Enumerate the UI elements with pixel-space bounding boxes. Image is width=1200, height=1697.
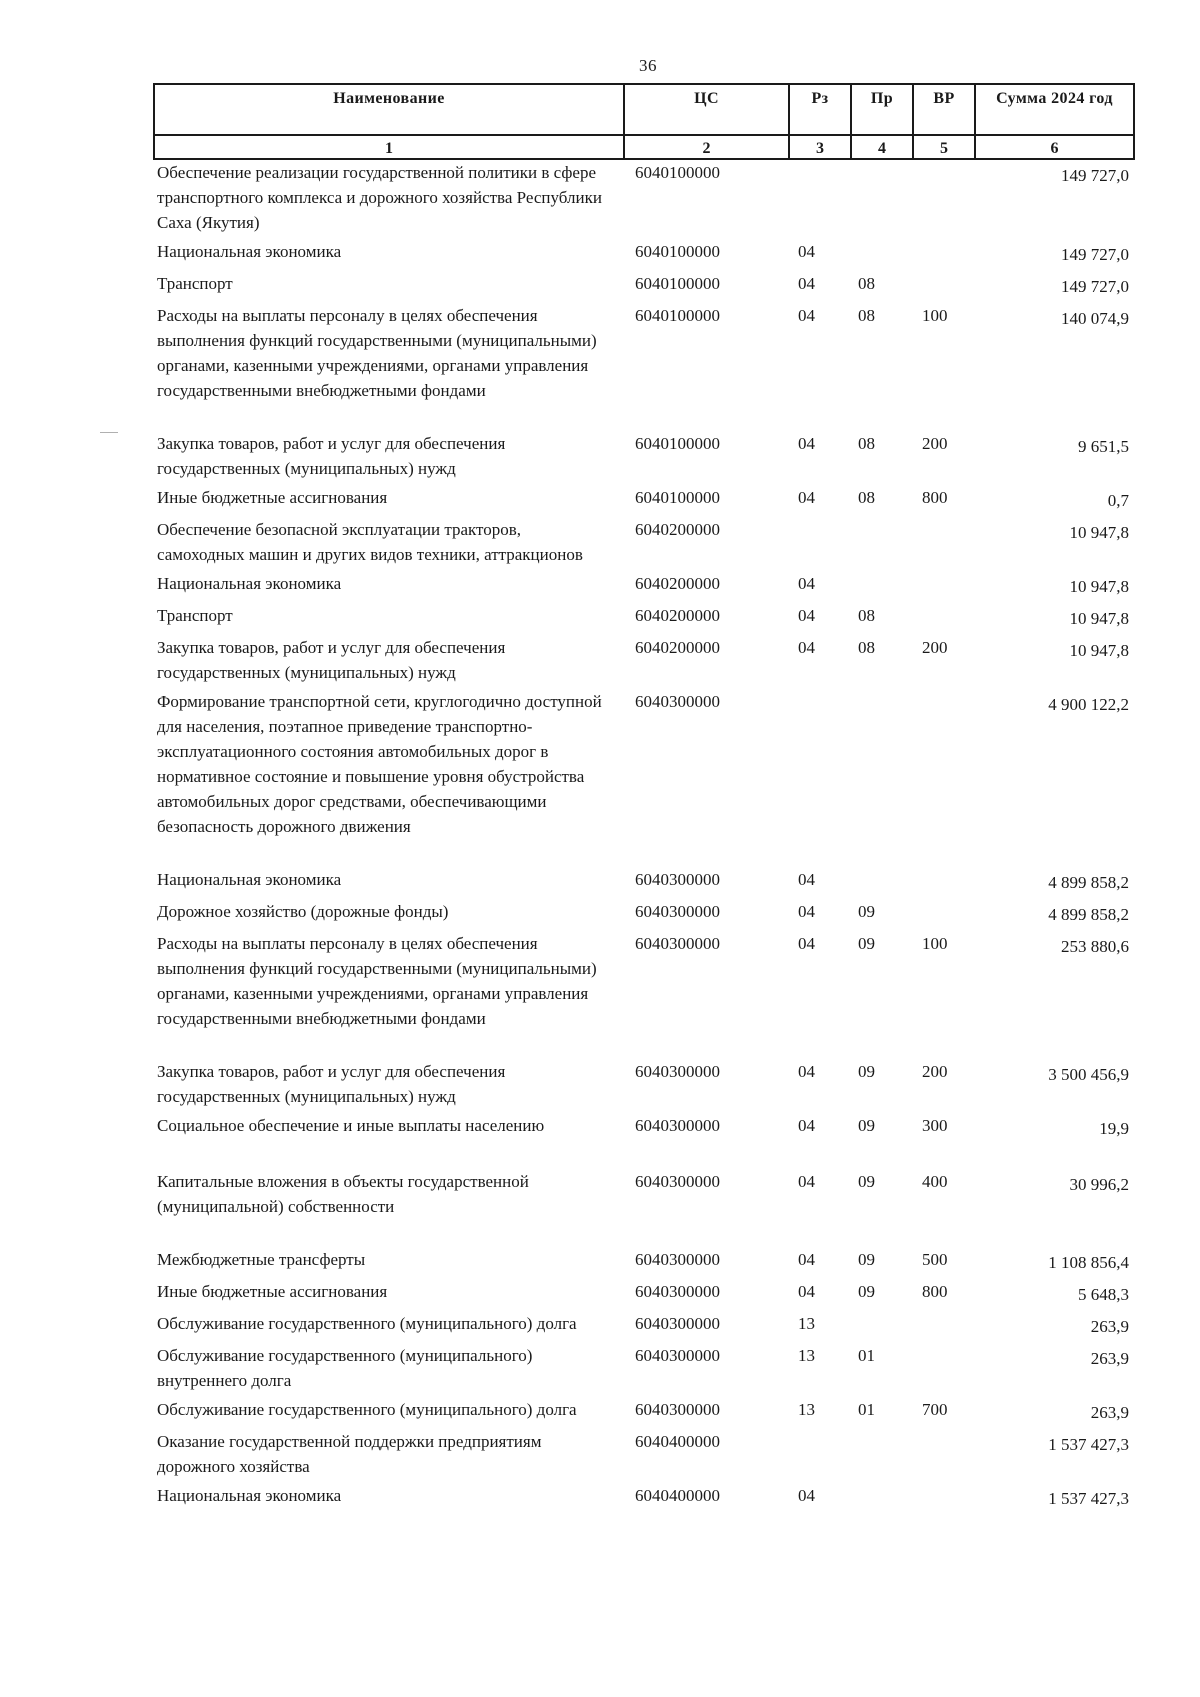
row-pr [850, 1311, 912, 1339]
row-sum: 4 899 858,2 [1048, 873, 1129, 892]
row-cs: 6040100000 [635, 163, 720, 182]
header-pr: Пр [851, 84, 913, 135]
row-name: Национальная экономика [157, 242, 342, 261]
row-vr [912, 689, 974, 839]
row-pr [850, 517, 912, 567]
row-cs: 6040300000 [635, 870, 720, 889]
row-cs: 6040200000 [635, 574, 720, 593]
row-pr [850, 1483, 912, 1511]
row-cs: 6040300000 [635, 1062, 720, 1081]
row-rz [788, 160, 850, 235]
header-num-4: 4 [851, 135, 913, 159]
row-vr: 300 [922, 1116, 948, 1135]
header-num-2: 2 [624, 135, 789, 159]
row-vr [912, 1343, 974, 1393]
row-cs: 6040200000 [635, 638, 720, 657]
row-name: Расходы на выплаты персоналу в целях обеспечения выполнения функций государственными (муниципальными) органами, казенными учреждениями, органами управления государственными внебюджетными фондами [157, 934, 597, 1028]
row-sum: 1 537 427,3 [1048, 1435, 1129, 1454]
table-row [153, 635, 1133, 689]
row-name: Социальное обеспечение и иные выплаты населению [157, 1116, 545, 1135]
row-name: Национальная экономика [157, 1486, 342, 1505]
table-row [153, 485, 1133, 517]
row-name: Закупка товаров, работ и услуг для обеспечения государственных (муниципальных) нужд [157, 434, 506, 478]
row-sum: 263,9 [1090, 1403, 1129, 1422]
row-cs: 6040300000 [635, 1400, 720, 1419]
row-sum: 10 947,8 [1069, 641, 1129, 660]
row-sum: 4 899 858,2 [1048, 905, 1129, 924]
table-row [153, 867, 1133, 899]
row-vr: 500 [922, 1250, 948, 1269]
row-rz: 04 [798, 274, 815, 293]
header-num-3: 3 [789, 135, 851, 159]
row-rz: 13 [798, 1346, 815, 1365]
table-row [153, 931, 1133, 1059]
row-rz: 04 [798, 488, 815, 507]
row-rz: 04 [798, 1282, 815, 1301]
row-rz: 04 [798, 1486, 815, 1505]
row-name: Национальная экономика [157, 870, 342, 889]
row-rz: 04 [798, 902, 815, 921]
table-row [153, 303, 1133, 431]
row-cs: 6040300000 [635, 1346, 720, 1365]
row-rz: 04 [798, 242, 815, 261]
row-cs: 6040300000 [635, 1282, 720, 1301]
row-vr [912, 899, 974, 927]
table-row [153, 1483, 1133, 1515]
row-sum: 10 947,8 [1069, 577, 1129, 596]
row-rz: 04 [798, 1116, 815, 1135]
row-pr [850, 239, 912, 267]
row-sum: 1 537 427,3 [1048, 1489, 1129, 1508]
table-row [153, 517, 1133, 571]
row-sum: 253 880,6 [1061, 937, 1129, 956]
row-pr: 08 [858, 638, 875, 657]
row-cs: 6040100000 [635, 242, 720, 261]
header-rz: Рз [789, 84, 851, 135]
row-pr: 09 [858, 1250, 875, 1269]
row-rz [788, 689, 850, 839]
header-sum: Сумма 2024 год [975, 84, 1134, 135]
row-sum: 1 108 856,4 [1048, 1253, 1129, 1272]
row-rz: 04 [798, 606, 815, 625]
row-vr [912, 1429, 974, 1479]
row-cs: 6040400000 [635, 1432, 720, 1451]
row-vr: 200 [922, 434, 948, 453]
table-row [153, 1059, 1133, 1113]
row-name: Закупка товаров, работ и услуг для обеспечения государственных (муниципальных) нужд [157, 638, 506, 682]
row-cs: 6040300000 [635, 1172, 720, 1191]
row-name: Обслуживание государственного (муниципального) внутреннего долга [157, 1346, 533, 1390]
row-cs: 6040200000 [635, 606, 720, 625]
header-cs: ЦС [624, 84, 789, 135]
row-pr: 01 [858, 1346, 875, 1365]
row-cs: 6040100000 [635, 434, 720, 453]
row-pr: 09 [858, 902, 875, 921]
header-num-5: 5 [913, 135, 975, 159]
row-vr [912, 571, 974, 599]
table-row [153, 689, 1133, 867]
row-sum: 149 727,0 [1061, 245, 1129, 264]
row-sum: 10 947,8 [1069, 523, 1129, 542]
row-rz: 04 [798, 934, 815, 953]
row-cs: 6040100000 [635, 306, 720, 325]
header-titles-row [154, 84, 1134, 135]
row-name: Расходы на выплаты персоналу в целях обеспечения выполнения функций государственными (муниципальными) органами, казенными учреждениями, органами управления государственными внебюджетными фондами [157, 306, 597, 400]
row-vr [912, 517, 974, 567]
row-pr: 08 [858, 306, 875, 325]
row-sum: 263,9 [1090, 1317, 1129, 1336]
row-vr [912, 271, 974, 299]
row-cs: 6040100000 [635, 488, 720, 507]
header-num-1: 1 [154, 135, 624, 159]
row-name: Обслуживание государственного (муниципального) долга [157, 1314, 577, 1333]
table-row [153, 239, 1133, 271]
table-row [153, 1247, 1133, 1279]
row-vr [912, 1311, 974, 1339]
row-name: Оказание государственной поддержки предприятиям дорожного хозяйства [157, 1432, 542, 1476]
table-row [153, 571, 1133, 603]
row-sum: 10 947,8 [1069, 609, 1129, 628]
row-name: Национальная экономика [157, 574, 342, 593]
row-vr: 400 [922, 1172, 948, 1191]
table-row [153, 160, 1133, 239]
row-rz: 04 [798, 1172, 815, 1191]
table-row [153, 271, 1133, 303]
row-rz [788, 517, 850, 567]
row-vr: 800 [922, 1282, 948, 1301]
row-pr [850, 1429, 912, 1479]
row-vr: 100 [922, 306, 948, 325]
table-row [153, 1169, 1133, 1247]
row-rz: 04 [798, 1062, 815, 1081]
row-pr: 08 [858, 274, 875, 293]
row-name: Формирование транспортной сети, круглогодично доступной для населения, поэтапное приведение транспортно-эксплуатационного состояния автомобильных дорог в нормативное состояние и повышение уровня обустройства автомобильных дорог средствами, обеспечивающими безопасность дорожного движения [157, 692, 602, 836]
row-pr: 09 [858, 1062, 875, 1081]
row-sum: 3 500 456,9 [1048, 1065, 1129, 1084]
row-cs: 6040300000 [635, 902, 720, 921]
row-rz [788, 1429, 850, 1479]
row-rz: 04 [798, 638, 815, 657]
row-pr [850, 867, 912, 895]
row-sum: 30 996,2 [1069, 1175, 1129, 1194]
row-name: Иные бюджетные ассигнования [157, 488, 388, 507]
row-rz: 04 [798, 1250, 815, 1269]
row-rz: 04 [798, 574, 815, 593]
row-vr: 800 [922, 488, 948, 507]
row-pr: 09 [858, 1172, 875, 1191]
table-row [153, 1429, 1133, 1483]
row-rz: 04 [798, 434, 815, 453]
row-name: Закупка товаров, работ и услуг для обеспечения государственных (муниципальных) нужд [157, 1062, 506, 1106]
table-row [153, 1279, 1133, 1311]
header-numbers-row [154, 135, 1134, 159]
row-name: Межбюджетные трансферты [157, 1250, 366, 1269]
row-name: Иные бюджетные ассигнования [157, 1282, 388, 1301]
row-vr: 700 [922, 1400, 948, 1419]
row-cs: 6040300000 [635, 692, 720, 711]
row-sum: 149 727,0 [1061, 166, 1129, 185]
row-cs: 6040400000 [635, 1486, 720, 1505]
table-header [153, 83, 1135, 160]
row-pr: 08 [858, 434, 875, 453]
row-cs: 6040300000 [635, 1314, 720, 1333]
row-pr: 09 [858, 934, 875, 953]
row-pr [850, 571, 912, 599]
row-name: Транспорт [157, 274, 233, 293]
row-cs: 6040200000 [635, 520, 720, 539]
table-row [153, 1343, 1133, 1397]
row-cs: 6040300000 [635, 934, 720, 953]
row-vr: 200 [922, 638, 948, 657]
table-row [153, 431, 1133, 485]
row-rz: 04 [798, 306, 815, 325]
row-name: Обеспечение реализации государственной политики в сфере транспортного комплекса и дорожного хозяйства Республики Саха (Якутия) [157, 163, 602, 232]
row-sum: 263,9 [1090, 1349, 1129, 1368]
page-number: 36 [639, 56, 657, 75]
row-name: Капитальные вложения в объекты государственной (муниципальной) собственности [157, 1172, 529, 1216]
table-row [153, 1397, 1133, 1429]
row-sum: 149 727,0 [1061, 277, 1129, 296]
row-sum: 4 900 122,2 [1048, 695, 1129, 714]
row-cs: 6040100000 [635, 274, 720, 293]
table-row [153, 1311, 1133, 1343]
row-rz: 13 [798, 1314, 815, 1333]
row-vr [912, 160, 974, 235]
row-pr [850, 689, 912, 839]
row-sum: 19,9 [1099, 1119, 1129, 1138]
row-sum: 0,7 [1107, 491, 1129, 510]
row-pr: 08 [858, 606, 875, 625]
header-vr: ВР [913, 84, 975, 135]
row-vr: 100 [922, 934, 948, 953]
row-pr: 08 [858, 488, 875, 507]
row-sum: 9 651,5 [1078, 437, 1129, 456]
header-name: Наименование [154, 84, 624, 135]
row-pr: 09 [858, 1282, 875, 1301]
table-row [153, 899, 1133, 931]
row-name: Обслуживание государственного (муниципального) долга [157, 1400, 577, 1419]
table-row [153, 1113, 1133, 1169]
row-sum: 140 074,9 [1061, 309, 1129, 328]
row-vr: 200 [922, 1062, 948, 1081]
table-body [153, 160, 1133, 1515]
row-pr: 09 [858, 1116, 875, 1135]
row-rz: 13 [798, 1400, 815, 1419]
table-row [153, 603, 1133, 635]
row-pr: 01 [858, 1400, 875, 1419]
scan-mark [100, 432, 118, 433]
row-vr [912, 867, 974, 895]
row-vr [912, 1483, 974, 1511]
row-rz: 04 [798, 870, 815, 889]
row-sum: 5 648,3 [1078, 1285, 1129, 1304]
row-name: Обеспечение безопасной эксплуатации тракторов, самоходных машин и других видов техники, аттракционов [157, 520, 583, 564]
row-pr [850, 160, 912, 235]
row-name: Транспорт [157, 606, 233, 625]
header-num-6: 6 [975, 135, 1134, 159]
row-cs: 6040300000 [635, 1116, 720, 1135]
row-vr [912, 603, 974, 631]
row-cs: 6040300000 [635, 1250, 720, 1269]
row-vr [912, 239, 974, 267]
row-name: Дорожное хозяйство (дорожные фонды) [157, 902, 449, 921]
